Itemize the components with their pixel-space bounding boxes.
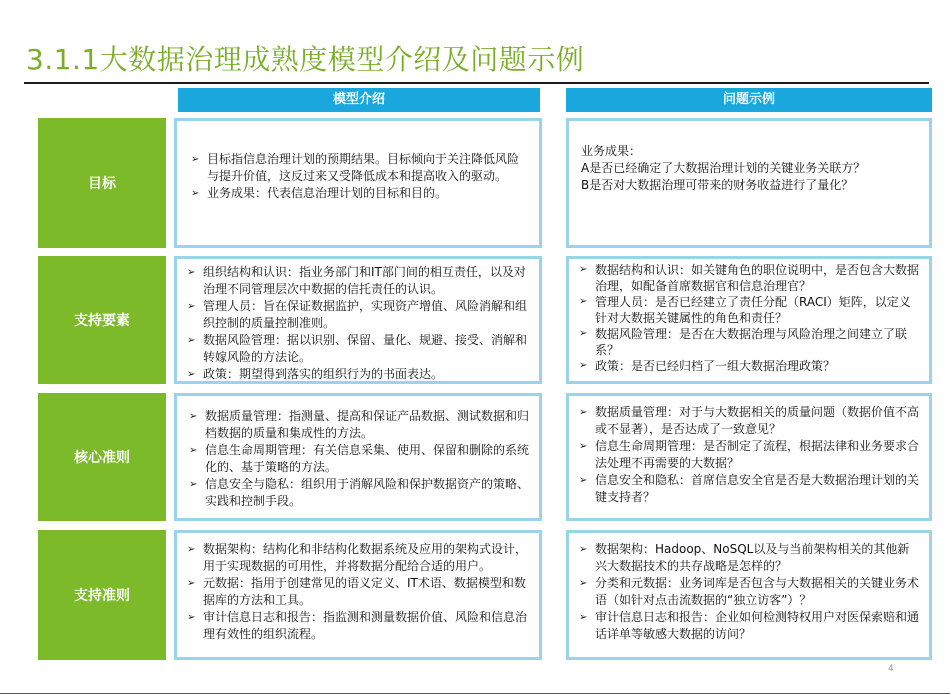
model-item: ➢ 组织结构和认识：指业务部门和IT部门间的相互责任，以及对治理不同管理层次中数据的信托责任的认识。 (187, 264, 529, 298)
page-number: 4 (888, 664, 894, 674)
column-header-issues: 问题示例 (566, 88, 932, 112)
issue-item: ➢ 审计信息日志和报告：企业如何检测特权用户对医保索赔和通话详单等敏感大数据的访问？ (579, 609, 921, 643)
model-box-core-disciplines (174, 393, 542, 521)
column-header-model: 模型介绍 (178, 88, 540, 112)
model-item: ➢ 数据架构：结构化和非结构化数据系统及应用的架构式设计，用于实现数据的可用性，并将数据分配给合适的用户。 (187, 541, 529, 575)
model-item: ➢ 数据风险管理：据以识别、保留、量化、规避、接受、消解和转嫁风险的方法论。 (187, 332, 529, 366)
issue-item: ➢ 管理人员：是否已经建立了责任分配（RACI）矩阵，以定义针对大数据关键属性的角色和责任？ (579, 294, 921, 326)
issue-item: ➢ 数据质量管理：对于与大数据相关的质量问题（数据价值不高或不显著），是否达成了一致意见？ (579, 404, 921, 438)
model-box-support-elements (174, 256, 542, 384)
issue-box-supporting-disciplines (566, 530, 932, 660)
issue-item: 业务成果： (581, 144, 642, 158)
row-label-support-elements: 支持要素 (38, 256, 166, 384)
model-item: ➢ 业务成果：代表信息治理计划的目标和目的。 (191, 185, 529, 202)
issue-item: A是否已经确定了大数据治理计划的关键业务关联方？ (581, 161, 866, 175)
issue-item: ➢ 数据架构：Hadoop、NoSQL以及与当前架构相关的其他新兴大数据技术的共存战略是怎样的？ (579, 541, 921, 575)
issue-item: B是否对大数据治理可带来的财务收益进行了量化？ (581, 178, 854, 192)
issue-item: ➢ 分类和元数据：业务词库是否包含与大数据相关的关键业务术语（如针对点击流数据的“独立访客”）？ (579, 575, 921, 609)
model-item: ➢ 信息生命周期管理：有关信息采集、使用、保留和删除的系统化的、基于策略的方法。 (189, 442, 529, 476)
row-label-core-disciplines: 核心准则 (38, 393, 166, 521)
title-divider (24, 82, 929, 84)
page-title: 3.1.1大数据治理成熟度模型介绍及问题示例 (26, 43, 585, 76)
model-item: ➢ 目标指信息治理计划的预期结果。目标倾向于关注降低风险与提升价值，这反过来又受降低成本和提高收入的驱动。 (191, 151, 529, 185)
model-item: ➢ 管理人员：旨在保证数据监护，实现资产增值、风险消解和组织控制的质量控制准则。 (187, 298, 529, 332)
model-item: ➢ 信息安全与隐私：组织用于消解风险和保护数据资产的策略、实践和控制手段。 (189, 476, 529, 510)
model-item: ➢ 元数据：指用于创建常见的语义定义、IT术语、数据模型和数据库的方法和工具。 (187, 575, 529, 609)
issue-item: ➢ 数据结构和认识：如关键角色的职位说明中，是否包含大数据治理，如配备首席数据官和信息治理官？ (579, 262, 921, 294)
issue-item: ➢ 信息安全和隐私：首席信息安全官是否是大数据治理计划的关键支持者？ (579, 472, 921, 506)
model-box-supporting-disciplines (174, 530, 542, 660)
bottom-divider (0, 693, 950, 694)
row-label-goal: 目标 (38, 118, 166, 248)
model-item: ➢ 数据质量管理：指测量、提高和保证产品数据、测试数据和归档数据的质量和集成性的方法。 (189, 408, 529, 442)
row-label-supporting-disciplines: 支持准则 (38, 530, 166, 660)
issue-box-support-elements (566, 256, 932, 384)
model-item: ➢ 政策：期望得到落实的组织行为的书面表达。 (187, 366, 529, 383)
issue-box-core-disciplines (566, 393, 932, 521)
model-item: ➢ 审计信息日志和报告：指监测和测量数据价值、风险和信息治理有效性的组织流程。 (187, 609, 529, 643)
issue-box-goal (566, 118, 932, 248)
issue-item: ➢ 政策：是否已经归档了一组大数据治理政策？ (579, 358, 921, 374)
issue-item: ➢ 数据风险管理：是否在大数据治理与风险治理之间建立了联系？ (579, 326, 921, 358)
issue-item: ➢ 信息生命周期管理：是否制定了流程，根据法律和业务要求合法处理不再需要的大数据？ (579, 438, 921, 472)
model-box-goal (174, 118, 542, 248)
